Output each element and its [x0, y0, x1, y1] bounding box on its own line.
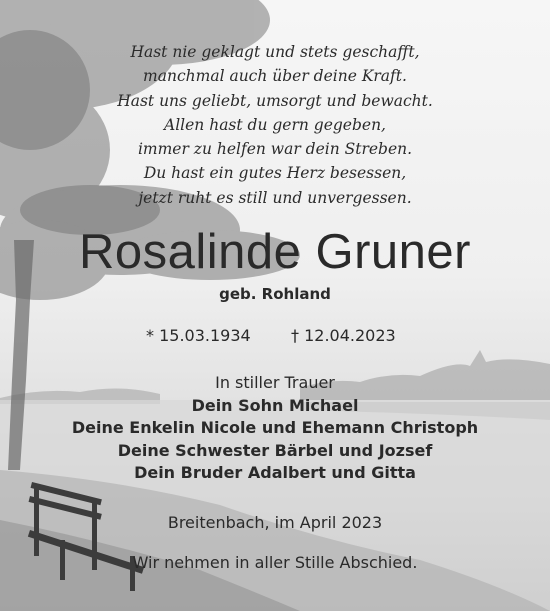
mourning-block: [0, 372, 550, 485]
poem-line: Du hast ein gutes Herz besessen,: [143, 164, 407, 183]
poem-line: manchmal auch über deine Kraft.: [143, 67, 407, 86]
mourner: Deine Schwester Bärbel und Jozsef: [117, 440, 433, 460]
poem-line: jetzt ruht es still und unvergessen.: [138, 188, 412, 207]
maiden-name: geb. Rohland: [219, 285, 331, 303]
poem-line: Hast nie geklagt und stets geschafft,: [130, 43, 420, 61]
mourning-intro: In stiller Trauer: [215, 373, 335, 392]
mourner: Deine Enkelin Nicole und Ehemann Christoph: [71, 418, 479, 437]
place-date: Breitenbach, im April 2023: [167, 513, 383, 532]
poem-line: Hast uns geliebt, umsorgt und bewacht.: [117, 91, 433, 110]
deceased-name: Rosalinde Gruner: [78, 225, 472, 279]
poem-line: immer zu helfen war dein Streben.: [137, 140, 413, 159]
poem-line: Allen hast du gern gegeben,: [164, 115, 386, 134]
mourner: Dein Bruder Adalbert und Gitta: [134, 463, 416, 482]
mourners-list: [0, 395, 550, 485]
birth-date: * 15.03.1934: [146, 326, 251, 345]
closing-line: Wir nehmen in aller Stille Abschied.: [132, 553, 418, 572]
mourner: Dein Sohn Michael: [191, 395, 359, 415]
poem: [60, 40, 490, 210]
death-date: † 12.04.2023: [291, 326, 396, 345]
